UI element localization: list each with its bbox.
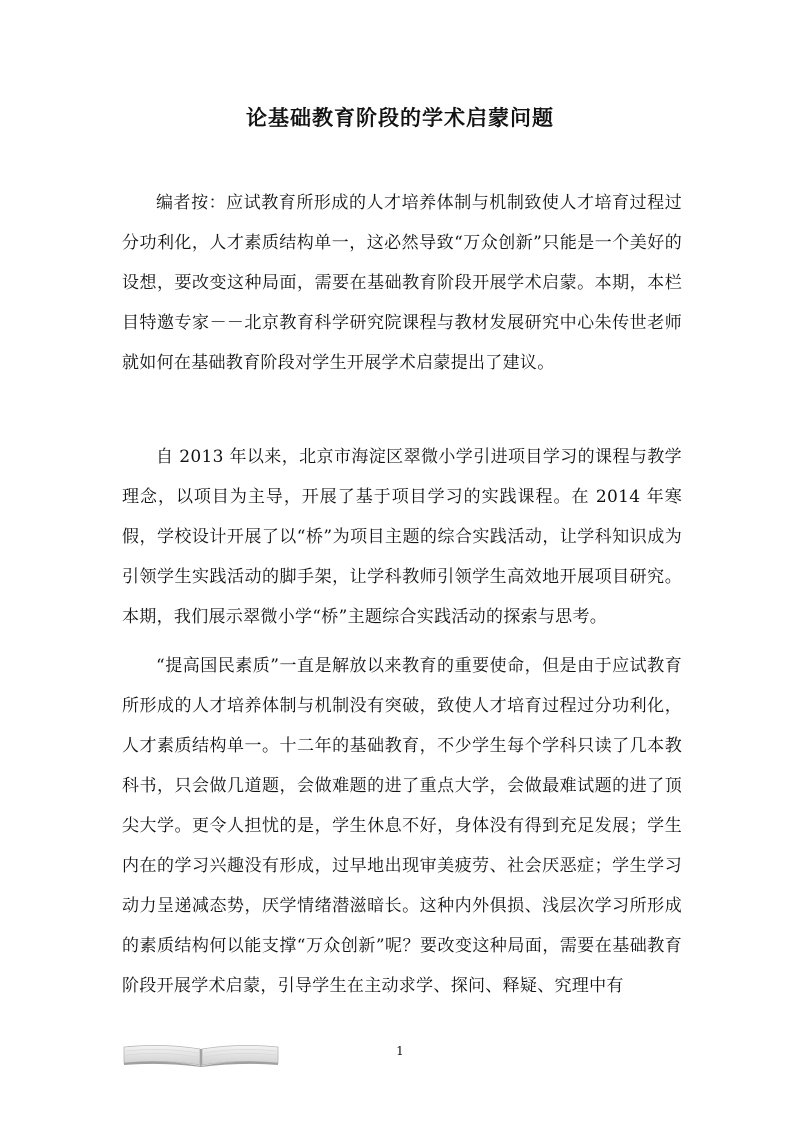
editor-note: 编者按：应试教育所形成的人才培养体制与机制致使人才培育过程过分功利化，人才素质结构单一，这必然导致“万众创新”只能是一个美好的设想，要改变这种局面，需要在基础教育阶段开展学术启蒙。本期，本栏目特邀专家－－北京教育科学研究院课程与教材发展研究中心朱传世老师就如何在基础教育阶段对学生开展学术启蒙提出了建议。 — [122, 193, 682, 373]
page-number: 1 — [396, 1044, 404, 1058]
body-paragraph-1: 自 2013 年以来，北京市海淀区翠微小学引进项目学习的课程与教学理念，以项目为主导，开展了基于项目学习的实践课程。在 2014 年寒假，学校设计开展了以“桥”为项目主题的综合实践活动，让学科知识成为引领学生实践活动的脚手架，让学科教师引领学生高效地开展项目研究。本期，我们展示翠微小学“桥”主题综合实践活动的探索与思考。 — [122, 447, 682, 627]
body-paragraph-2: “提高国民素质”一直是解放以来教育的重要使命，但是由于应试教育所形成的人才培养体制与机制没有突破，致使人才培育过程过分功利化，人才素质结构单一。十二年的基础教育，不少学生每个学科只读了几本教科书，只会做几道题，会做难题的进了重点大学，会做最难试题的进了顶尖大学。更令人担忧的是，学生休息不好，身体没有得到充足发展；学生内在的学习兴趣没有形成，过早地出现审美疲劳、社会厌恶症；学生学习动力呈递减态势，厌学情绪潜滋暗长。这种内外俱损、浅层次学习所形成的素质结构何以能支撑“万众创新”呢？要改变这种局面，需要在基础教育阶段开展学术启蒙，引导学生在主动求学、探问、释疑、究理中有 — [122, 656, 682, 996]
document-title: 论基础教育阶段的学术启蒙问题 — [246, 106, 554, 130]
